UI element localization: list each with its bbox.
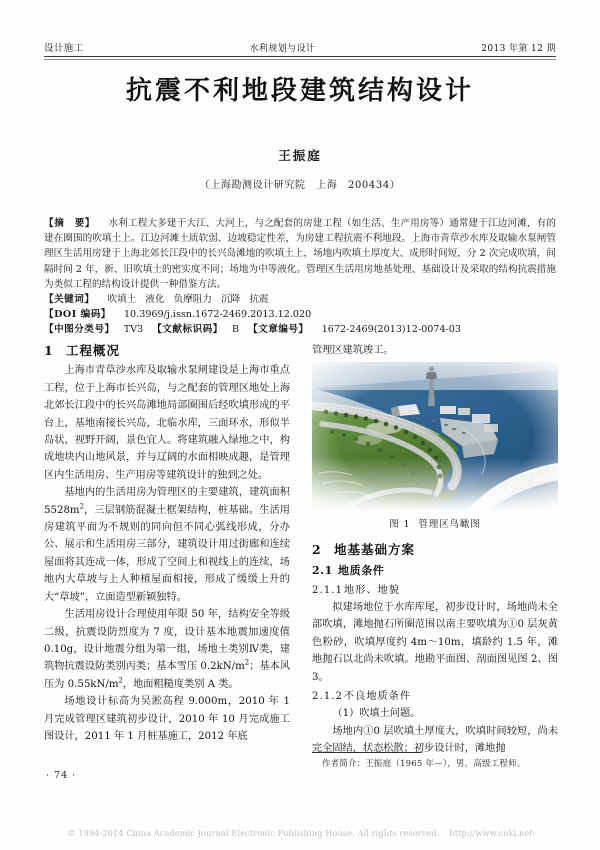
- section-2-title: 地基基础方案: [334, 541, 416, 557]
- section-2-1-2-paragraph: 场地内①0 层吹填土厚度大，吹填时间较短，尚未完全固结，状态松散；初步设计时，滩地抛: [312, 725, 558, 755]
- s1-p3-c: ，地面粗糙度类别 A 类。: [122, 678, 239, 690]
- doi-label: 【DOI 编码】: [44, 309, 111, 321]
- left-column: [44, 342, 290, 745]
- section-2-1-2-number: 2.1.2: [312, 691, 343, 703]
- s1-p3-sup2: 2: [118, 676, 123, 685]
- clc-label: 【中图分类号】: [44, 324, 115, 336]
- author-name: 王振庭: [278, 148, 322, 163]
- figure-1: [312, 362, 558, 533]
- figure-1-number: 图 1: [389, 519, 411, 531]
- keywords-label: 【关键词】: [44, 294, 95, 306]
- s1-p3-a: 生活用房设计合理使用年限 50 年，结构安全等级二级，抗震设防烈度为 7 度，设计基本地震加速度值 0.10g，设计地震分组为第一组，场地土类别Ⅳ类，建筑物抗震设防类别丙类；基本雪压 0.2kN/m: [44, 609, 290, 673]
- article-id-value: 1672-2469(2013)12-0074-03: [321, 324, 461, 336]
- author-bio-footnote: 作者简介：王振庭（1965 年—），男，高级工程师。: [322, 758, 526, 768]
- s1-p3-sup1: 2: [244, 658, 250, 667]
- section-2-1-1-number: 2.1.1: [312, 584, 343, 596]
- abstract-label: 【摘 要】: [44, 218, 96, 229]
- aerial-view-illustration: [312, 362, 558, 512]
- section-2-1-1-paragraph: 拟建场地位于水库库尾，初步设计时，场地尚未全部吹填，滩地抛石所圈范围以南主要吹填为①0 层灰黄色粉砂，吹填厚度约 4m～10m，填龄约 1.5 年，滩地抛石以北尚未吹填。地勘平面图、剖面图见图 2、图 3。: [312, 602, 558, 683]
- section-2-number: 2: [312, 541, 322, 557]
- section-1-number: 1: [44, 343, 54, 358]
- cnki-url: http://www.cnki.net: [449, 828, 533, 838]
- section-2-1-number: 2.1: [312, 564, 333, 578]
- author-affiliation: （上海勘测设计研究院 上海 200434）: [199, 180, 401, 191]
- running-head-issue: 2013 年第 12 期: [481, 44, 556, 54]
- section-2-1-1-heading: [312, 582, 558, 599]
- doc-code-label: 【文献标识码】: [152, 324, 223, 336]
- s1-p2-pre: 基地内的生活用房为管理区的主要建筑，建筑面积 5528m: [44, 487, 290, 516]
- right-column: [312, 342, 558, 758]
- running-head-journal: 水利规划与设计: [249, 44, 316, 54]
- page-title: 抗震不利地段建筑结构设计: [125, 76, 474, 106]
- section-1-title: 工程概况: [66, 343, 121, 358]
- cnki-footer: [0, 828, 600, 838]
- doc-code-value: B: [231, 324, 239, 336]
- running-head-left: 设计施工: [44, 43, 84, 54]
- abstract-text: 水利工程大多建于大江、大河上，与之配套的房建工程（如生活、生产用房等）通常建于江边河滩，有的建在圈围的吹填土上。江边河滩土质软弱、边坡稳定性差，为房建工程抗震不利地段。上海市青草沙水库及取输水泵闸管理区生活用房建于上海北郊长江段中的长兴岛滩地的吹填土上，场地内吹填土厚度大、成形时间短，分 2 次完成吹填，间隔时间 2 年，新、旧吹填土的密实度不同；场地为中等液化。管理区生活用房地基处理、基础设计及采取的结构抗震措施为类似工程的结构设计提供一种借鉴方法。: [44, 218, 557, 290]
- s1-p3-b: ；基本风压为 0.55kN/m: [44, 661, 291, 690]
- figure-1-image: [312, 362, 558, 512]
- section-2-1-1-title: 地形、地貌: [344, 584, 400, 596]
- abstract-paragraph: [44, 216, 556, 292]
- doi-line: [44, 307, 556, 322]
- article-id-label: 【文章编号】: [248, 324, 309, 336]
- abstract-block: [44, 216, 556, 338]
- keyword-item-2: 负摩阻力: [173, 294, 212, 306]
- section-1-continuation: 管理区建筑竣工。: [312, 345, 394, 356]
- s1-p2-post: ，三层钢筋混凝土框架结构，桩基础。生活用房建筑平面为不规则的同向但不同心弧线形成，分办公、展示和生活用房三部分，建筑设计用过街廊和连续屋面将其连成一体，形成了空间上和视线上的连续，场地内大草坡与上人种植屋面相接，形成了缓缓上升的大“草坡”，立面造型新颖独特。: [44, 504, 290, 603]
- header-rule-thin: [44, 59, 556, 60]
- classification-line: [44, 322, 556, 337]
- section-2-1-2-heading: [312, 688, 558, 705]
- running-head: [44, 40, 556, 54]
- footnote-rule: [312, 752, 422, 753]
- section-2-1-heading: [312, 562, 558, 579]
- section-1-heading: [44, 342, 290, 359]
- section-2-1-2-item: （1）吹填土问题。: [332, 708, 421, 720]
- section-2-1-2-title: 不良地质条件: [344, 691, 412, 703]
- clc-value: TV3: [123, 324, 144, 336]
- section-1-paragraph-1: 上海市青草沙水库及取输水泵闸建设是上海市重点工程，位于上海市长兴岛，与之配套的管理区地处上海北郊长江段中的长兴岛滩地局部圈围后经吹填形成的平台上，基地南接长兴岛，北临水库，三面环水，形似半岛状，视野开阔，景色宜人。将建筑融入绿地之中，构成地块内山地风景，并与辽阔的水面相映成趣，是管理区内生活用房、生产用房等建筑设计的独到之处。: [44, 365, 290, 481]
- figure-1-caption: [312, 516, 558, 533]
- keywords-line: [44, 292, 556, 307]
- figure-1-caption-text: 管理区鸟瞰图: [418, 519, 481, 531]
- s1-p2-superscript: 2: [79, 502, 84, 511]
- header-rule: [44, 56, 556, 57]
- keyword-item-1: 液化: [145, 294, 165, 306]
- page-number: · 74 ·: [46, 770, 77, 781]
- section-1-paragraph-3: [44, 606, 290, 693]
- keyword-item-0: 吹填土: [107, 294, 137, 306]
- section-1-paragraph-2: [44, 484, 290, 606]
- section-2-heading: [312, 541, 558, 558]
- section-2-1-title: 地质条件: [338, 564, 385, 578]
- doi-value: 10.3969/j.issn.1672-2469.2013.12.020: [123, 309, 312, 321]
- keyword-item-4: 抗震: [249, 294, 269, 306]
- keyword-item-3: 沉降: [221, 294, 241, 306]
- cnki-copyright-text: © 1994-2014 China Academic Journal Electronic Publishing House. All rights reserved.: [67, 828, 440, 838]
- section-1-paragraph-4: 场地设计标高为吴淞高程 9.000m，2010 年 1 月完成管理区建筑初步设计，2010 年 10 月完成施工图设计，2011 年 1 月桩基施工，2012 年底: [44, 696, 290, 742]
